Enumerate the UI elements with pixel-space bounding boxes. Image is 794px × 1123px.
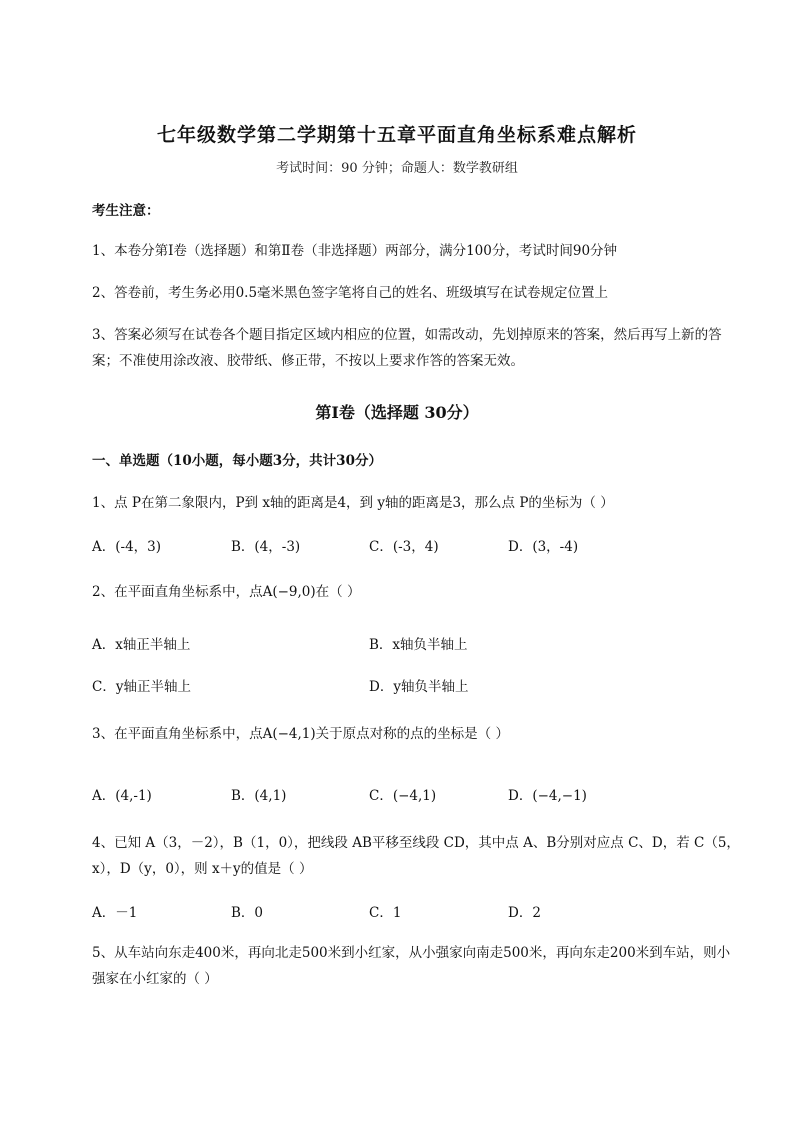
page-title: 七年级数学第二学期第十五章平面直角坐标系难点解析 (156, 124, 637, 146)
exam-info: 考试时间：90 分钟；命题人：数学教研组 (276, 161, 518, 176)
option-b[interactable]: B．(4,1) (231, 788, 287, 804)
option-c[interactable]: C．(-3，4) (369, 539, 439, 555)
option-c[interactable]: C．y轴正半轴上 (92, 679, 191, 695)
question-stem: 4、已知 A（3，－2），B（1，0），把线段 AB平移至线段 CD，其中点 A、B分别对应点 C、D，若 C（5，x），D（y，0），则 x＋y的值是（ ） (92, 835, 740, 877)
notice-item: 2、答卷前，考生务必用0.5毫米黑色签字笔将自己的姓名、班级填写在试卷规定位置上 (92, 285, 609, 301)
question-stem: 2、在平面直角坐标系中，点A(−9,0)在（ ） (92, 584, 361, 600)
notice-item: 1、本卷分第Ⅰ卷（选择题）和第Ⅱ卷（非选择题）两部分，满分100分，考试时间90分钟 (92, 243, 618, 259)
option-row (92, 784, 742, 806)
option-a[interactable]: A．－1 (92, 905, 138, 921)
option-b[interactable]: B．x轴负半轴上 (369, 637, 468, 653)
part-heading: 一、单选题（10小题，每小题3分，共计30分） (92, 453, 382, 469)
question-stem: 5、从车站向东走400米，再向北走500米到小红家，从小强家向南走500米，再向东走200米到车站，则小强家在小红家的（ ） (92, 945, 731, 987)
option-a[interactable]: A．(-4，3) (92, 539, 162, 555)
question-stem: 3、在平面直角坐标系中，点A(−4,1)关于原点对称的点的坐标是（ ） (92, 726, 509, 742)
option-b[interactable]: B．(4，-3) (231, 539, 301, 555)
option-a[interactable]: A．(4,-1) (92, 788, 152, 804)
option-d[interactable]: D．(−4,−1) (508, 788, 587, 804)
option-row (92, 633, 742, 655)
option-d[interactable]: D．y轴负半轴上 (369, 679, 469, 695)
question-stem: 1、点 P在第二象限内，P到 x轴的距离是4，到 y轴的距离是3，那么点 P的坐标为（ ） (92, 495, 614, 511)
option-row (92, 901, 742, 923)
notice-heading: 考生注意： (92, 203, 160, 219)
option-a[interactable]: A．x轴正半轴上 (92, 637, 191, 653)
notice-item: 3、答案必须写在试卷各个题目指定区域内相应的位置，如需改动，先划掉原来的答案，然后再写上新的答案；不准使用涂改液、胶带纸、修正带，不按以上要求作答的答案无效。 (92, 327, 722, 369)
option-row (92, 675, 742, 697)
option-d[interactable]: D．2 (508, 905, 541, 921)
option-b[interactable]: B．0 (231, 905, 264, 921)
option-row (92, 535, 742, 557)
option-c[interactable]: C．1 (369, 905, 402, 921)
option-d[interactable]: D．(3，-4) (508, 539, 579, 555)
section-title: 第Ⅰ卷（选择题 30分） (315, 403, 479, 422)
option-c[interactable]: C．(−4,1) (369, 788, 437, 804)
